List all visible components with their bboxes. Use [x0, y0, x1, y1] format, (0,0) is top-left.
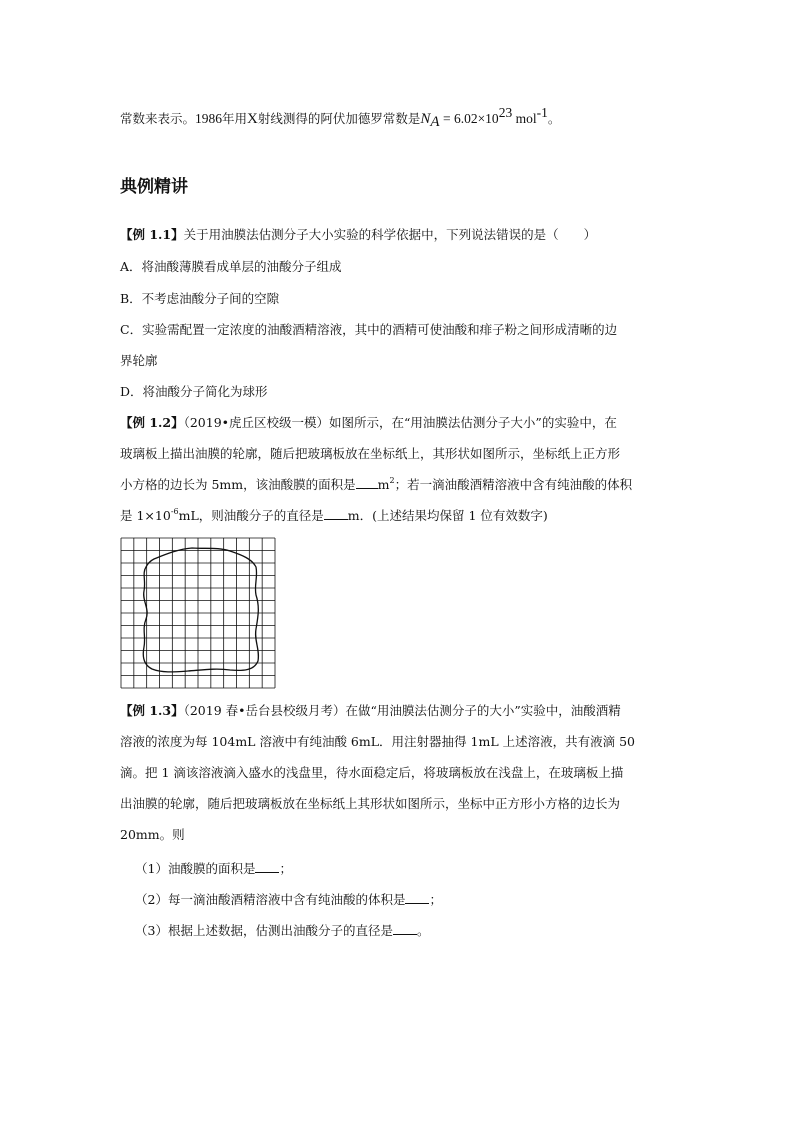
ex1-3-line-5: 20mm。则: [120, 827, 185, 842]
sub-q1-suffix: ；: [279, 861, 292, 876]
na-unit-exp: -1: [536, 105, 548, 120]
ex1-1-option-d: D．将油酸分子简化为球形: [120, 384, 268, 399]
ex1-2-label: 【例 1.2】: [120, 415, 184, 430]
ex1-3-sub-q1: [135, 860, 292, 878]
na-value: = 6.02×10: [439, 111, 499, 126]
grid-lines: [121, 538, 275, 688]
section-title: 典例精讲: [120, 177, 188, 197]
oil-film-grid-figure: [120, 537, 276, 689]
ex1-2-text-1: （2019•虎丘区校级一模）如图所示，在“用油膜法估测分子大小”的实验中，在: [183, 415, 617, 430]
ex1-3-line-3: 滴。把 1 滴该溶液滴入盛水的浅盘里，待水面稳定后，将玻璃板放在浅盘上，在玻璃板上描: [120, 765, 624, 780]
sub-q2-answer-blank[interactable]: [405, 891, 429, 904]
ex1-3-line-1: [120, 702, 621, 720]
ex1-1-option-c: C．实验需配置一定浓度的油酸酒精溶液，其中的酒精可使油酸和痱子粉之间形成清晰的边: [120, 322, 618, 337]
ex1-2-text-4a: 是 1×10: [120, 508, 171, 523]
ex1-2-line-1: [120, 414, 617, 432]
ex1-2-unit-m: m: [377, 477, 390, 492]
ex1-1-question: [120, 226, 596, 244]
ex1-3-line-2: 溶液的浓度为每 104mL 溶液中有纯油酸 6mL．用注射器抽得 1mL 上述溶液，共有液滴 50: [120, 734, 635, 749]
ex1-1-label: 【例 1.1】: [120, 227, 184, 242]
ex1-1-option-a: A．将油酸薄膜看成单层的油酸分子组成: [120, 259, 342, 274]
ex1-2-text-4b: mL，则油酸分子的直径是: [178, 508, 324, 523]
intro-prefix: 常数来表示。: [120, 111, 196, 126]
area-answer-blank[interactable]: [356, 476, 378, 489]
sub-q1-answer-blank[interactable]: [255, 860, 279, 873]
ex1-2-text-3b: ；若一滴油酸酒精溶液中含有纯油酸的体积: [394, 477, 633, 492]
ex1-2-unit-exp: 2: [389, 476, 395, 485]
sub-q3-text: （3）根据上述数据，估测出油酸分子的直径是: [135, 923, 393, 938]
sub-q2-suffix: ；: [429, 892, 442, 907]
sub-q2-text: （2）每一滴油酸酒精溶液中含有纯油酸的体积是: [135, 892, 406, 907]
sub-q3-suffix: 。: [416, 923, 430, 938]
intro-year: 1986: [195, 111, 223, 126]
na-exp: 23: [498, 105, 513, 120]
ex1-3-text-1: （2019 春•岳台县校级月考）在做“用油膜法估测分子的大小”实验中，油酸酒精: [183, 703, 621, 718]
intro-line: [120, 105, 561, 130]
ex1-1-option-c-cont: 界轮廓: [120, 353, 158, 368]
ex1-3-sub-q2: [135, 891, 442, 909]
ex1-2-exp: -6: [170, 507, 179, 516]
diameter-answer-blank[interactable]: [324, 507, 348, 520]
na-symbol: N: [420, 111, 431, 127]
intro-mid1: 年用: [222, 111, 248, 126]
ex1-2-text-4c: m．(上述结果均保留 1 位有效数字): [347, 508, 548, 523]
ex1-2-line-2: 玻璃板上描出油膜的轮廓，随后把玻璃板放在坐标纸上，其形状如图所示，坐标纸上正方形: [120, 446, 621, 461]
na-unit: mol: [512, 111, 537, 126]
ex1-3-line-4: 出油膜的轮廓，随后把玻璃板放在坐标纸上其形状如图所示，坐标中正方形小方格的边长为: [120, 796, 621, 811]
ex1-3-label: 【例 1.3】: [120, 703, 184, 718]
intro-xray: X: [247, 111, 258, 127]
ex1-2-text-3a: 小方格的边长为 5mm，该油酸膜的面积是: [120, 477, 356, 492]
intro-suffix: 。: [547, 111, 561, 126]
sub-q3-answer-blank[interactable]: [393, 922, 417, 935]
ex1-1-text: 关于用油膜法估测分子大小实验的科学依据中，下列说法错误的是（ ）: [183, 227, 597, 242]
sub-q1-text: （1）油酸膜的面积是: [135, 861, 256, 876]
ex1-1-option-b: B．不考虑油酸分子间的空隙: [120, 291, 280, 306]
intro-mid2: 射线测得的阿伏加德罗常数是: [257, 111, 421, 126]
ex1-2-line-3: [120, 476, 632, 494]
ex1-3-sub-q3: [135, 922, 429, 940]
oil-film-outline: [143, 548, 258, 672]
ex1-2-line-4: [120, 507, 548, 525]
na-sub: A: [430, 114, 440, 130]
